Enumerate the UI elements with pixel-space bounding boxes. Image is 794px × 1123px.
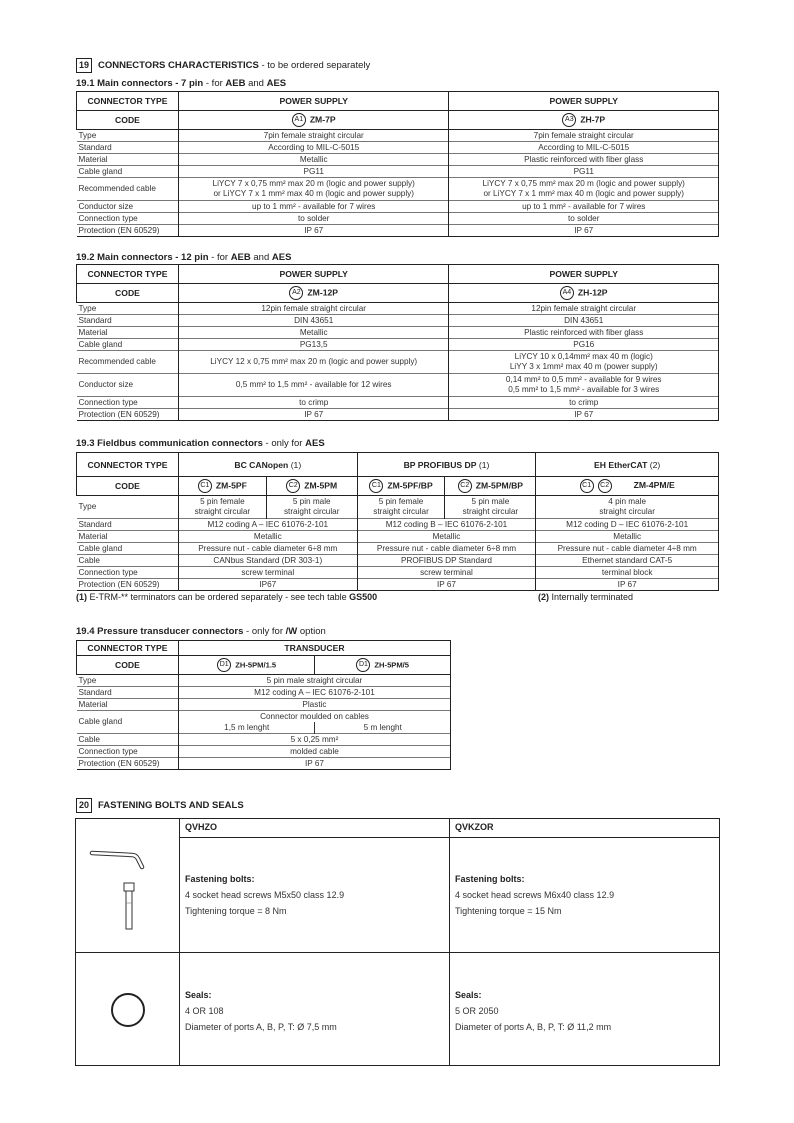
- marker-badge: C1: [198, 479, 212, 493]
- table-row: Recommended cable LiYCY 7 x 0,75 mm² max 20 m (logic and power supply) or LiYCY 7 x 1 mm² max 40 m (logic and power supply) LiYCY 7 x 0,75 mm² max 20 m (logic and power supply) or LiYCY 7 x 1 mm² max 40 m (logic and power supply): [77, 178, 719, 201]
- code-header: CODE: [77, 111, 179, 130]
- table-row: Type 7pin female straight circular 7pin female straight circular: [77, 130, 719, 142]
- main-connectors-12pin-table: [76, 264, 719, 421]
- column-header: POWER SUPPLY: [178, 92, 449, 111]
- marker-badge: A2: [289, 286, 303, 300]
- section-number: 19: [76, 58, 92, 73]
- code-cell: A4 ZH-12P: [449, 284, 719, 303]
- table-row: Cable 5 x 0,25 mm²: [77, 734, 451, 746]
- code-cell: A2 ZM-12P: [178, 284, 449, 303]
- table-row: Connection type to solder to solder: [77, 213, 719, 225]
- table-row: 1,5 m lenght 5 m lenght: [77, 722, 451, 734]
- code-cell: C1 ZM-5PF/BP: [357, 477, 445, 496]
- table-row: Recommended cable LiYCY 12 x 0,75 mm² max 20 m (logic and power supply) LiYCY 10 x 0,14mm² max 40 m (logic) LiYY 3 x 1mm² max 40 m (power supply): [77, 351, 719, 374]
- o-ring-seal-icon: [110, 992, 146, 1028]
- subsection-19-2-heading: 19.2 Main connectors - 12 pin - for AEB and AES: [76, 252, 292, 263]
- column-header: TRANSDUCER: [178, 641, 450, 656]
- table-row: Standard M12 coding A – IEC 61076-2-101: [77, 687, 451, 699]
- hex-key-and-screw-icon: [88, 843, 148, 943]
- table-row: Standard DIN 43651 DIN 43651: [77, 315, 719, 327]
- code-header: CODE: [77, 656, 179, 675]
- code-cell: A1 ZM-7P: [178, 111, 449, 130]
- qvhzo-bolts-text: Fastening bolts: 4 socket head screws M5x50 class 12.9 Tightening torque = 8 Nm: [185, 874, 345, 916]
- fastening-bolts-seals-table: [75, 818, 720, 1066]
- table-row: Conductor size up to 1 mm² - available for 7 wires up to 1 mm² - available for 7 wires: [77, 201, 719, 213]
- code-header: CODE: [77, 284, 179, 303]
- section-19-heading: 19 CONNECTORS CHARACTERISTICS - to be ordered separately: [76, 58, 370, 73]
- code-cell: C1 C2 ZM-4PM/E: [536, 477, 719, 496]
- main-connectors-7pin-table: [76, 91, 719, 237]
- connector-type-header: CONNECTOR TYPE: [77, 453, 179, 477]
- table-row: Protection (EN 60529) IP 67 IP 67: [77, 409, 719, 421]
- code-cell: A3 ZH-7P: [449, 111, 719, 130]
- column-header: BC CANopen (1): [178, 453, 357, 477]
- marker-badge: A1: [292, 113, 306, 127]
- footnote-1: (1) E-TRM-** terminators can be ordered separately - see tech table GS500: [76, 592, 378, 602]
- code-cell: D1 ZH-5PM/5: [315, 656, 451, 675]
- table-row: Connection type screw terminal screw terminal terminal block: [77, 567, 719, 579]
- table-row: Type 5 pin male straight circular: [77, 675, 451, 687]
- qvkzor-bolts-text: Fastening bolts: 4 socket head screws M6x40 class 12.9 Tightening torque = 15 Nm: [455, 874, 615, 916]
- connector-type-header: CONNECTOR TYPE: [77, 641, 179, 656]
- fieldbus-connectors-table: [76, 452, 719, 591]
- table-row: Conductor size 0,5 mm² to 1,5 mm² - available for 12 wires 0,14 mm² to 0,5 mm² - available for 9 wires 0,5 mm² to 1,5 mm² - available for 3 wires: [77, 374, 719, 397]
- table-row: Standard M12 coding A – IEC 61076-2-101 M12 coding B – IEC 61076-2-101 M12 coding D – IEC 61076-2-101: [77, 519, 719, 531]
- marker-badge: C2: [286, 479, 300, 493]
- marker-badge: C2: [458, 479, 472, 493]
- table-row: Material Metallic Plastic reinforced with fiber glass: [77, 327, 719, 339]
- table-row: Type 5 pin female straight circular 5 pin male straight circular 5 pin female straight circular 5 pin male straight circular 4 pin male straight circular: [77, 496, 719, 519]
- column-header: EH EtherCAT (2): [536, 453, 719, 477]
- table-row: Material Metallic Metallic Metallic: [77, 531, 719, 543]
- column-header: QVKZOR: [455, 822, 494, 832]
- table-row: Cable CANbus Standard (DR 303-1) PROFIBUS DP Standard Ethernet standard CAT-5: [77, 555, 719, 567]
- column-header: BP PROFIBUS DP (1): [357, 453, 536, 477]
- marker-badge: C1: [580, 479, 594, 493]
- table-row: Cable gland Connector moulded on cables: [77, 711, 451, 723]
- table-row: Material Plastic: [77, 699, 451, 711]
- table-row: Connection type molded cable: [77, 746, 451, 758]
- code-cell: C1 ZM-5PF: [178, 477, 266, 496]
- qvhzo-seals-text: Seals: 4 OR 108 Diameter of ports A, B, P, T: Ø 7,5 mm: [185, 990, 337, 1032]
- footnote-2: (2) Internally terminated: [538, 592, 634, 602]
- subsection-19-4-heading: 19.4 Pressure transducer connectors - only for /W option: [76, 626, 326, 637]
- marker-badge: D1: [217, 658, 231, 672]
- pressure-transducer-connectors-table: [76, 640, 451, 770]
- section-number: 20: [76, 798, 92, 813]
- code-cell: C2 ZM-5PM/BP: [445, 477, 536, 496]
- connector-type-header: CONNECTOR TYPE: [77, 265, 179, 284]
- table-row: Standard According to MIL-C-5015 According to MIL-C-5015: [77, 142, 719, 154]
- table-row: Protection (EN 60529) IP67 IP 67 IP 67: [77, 579, 719, 591]
- subsection-19-3-heading: 19.3 Fieldbus communication connectors - only for AES: [76, 438, 325, 449]
- marker-badge: D1: [356, 658, 370, 672]
- table-row: Material Metallic Plastic reinforced with fiber glass: [77, 154, 719, 166]
- table-row: Protection (EN 60529) IP 67 IP 67: [77, 225, 719, 237]
- connector-type-header: CONNECTOR TYPE: [77, 92, 179, 111]
- marker-badge: C2: [598, 479, 612, 493]
- code-cell: C2 ZM-5PM: [266, 477, 357, 496]
- table-row: Cable gland PG13,5 PG16: [77, 339, 719, 351]
- table-row: Protection (EN 60529) IP 67: [77, 758, 451, 770]
- code-header: CODE: [77, 477, 179, 496]
- column-header: QVHZO: [185, 822, 218, 832]
- column-header: POWER SUPPLY: [449, 92, 719, 111]
- marker-badge: C1: [369, 479, 383, 493]
- marker-badge: A3: [562, 113, 576, 127]
- marker-badge: A4: [560, 286, 574, 300]
- table-row: Type 12pin female straight circular 12pin female straight circular: [77, 303, 719, 315]
- subsection-19-1-heading: 19.1 Main connectors - 7 pin - for AEB and AES: [76, 78, 287, 89]
- table-row: Connection type to crimp to crimp: [77, 397, 719, 409]
- table-row: Cable gland Pressure nut - cable diameter 6÷8 mm Pressure nut - cable diameter 6÷8 mm Pressure nut - cable diameter 4÷8 mm: [77, 543, 719, 555]
- column-header: POWER SUPPLY: [449, 265, 719, 284]
- section-20-heading: 20 FASTENING BOLTS AND SEALS: [76, 798, 244, 813]
- column-header: POWER SUPPLY: [178, 265, 449, 284]
- qvkzor-seals-text: Seals: 5 OR 2050 Diameter of ports A, B, P, T: Ø 11,2 mm: [455, 990, 612, 1032]
- code-cell: D1 ZH-5PM/1.5: [178, 656, 315, 675]
- table-row: Cable gland PG11 PG11: [77, 166, 719, 178]
